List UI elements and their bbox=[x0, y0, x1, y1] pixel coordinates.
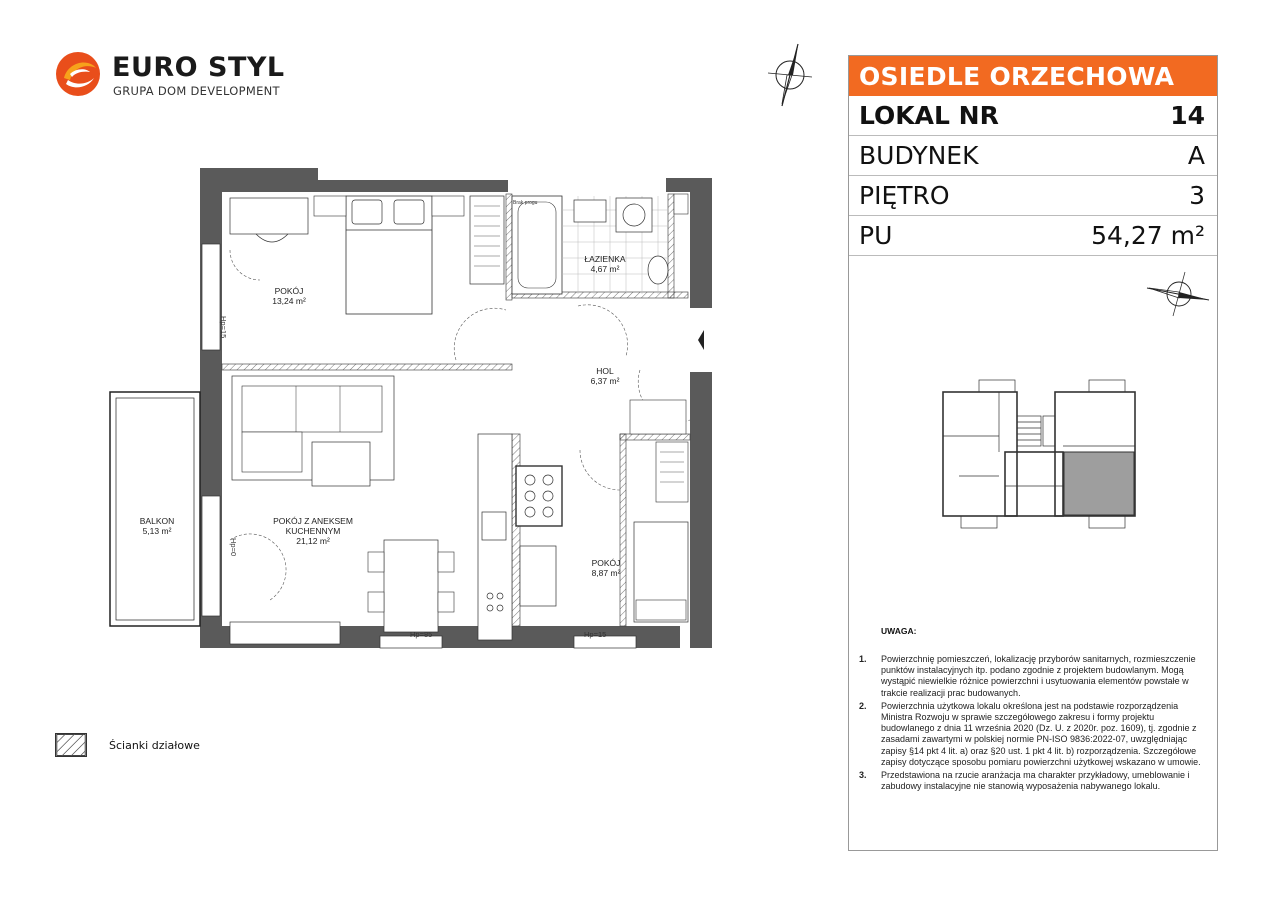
info-row-lokal: LOKAL NR 14 bbox=[849, 96, 1217, 136]
marker-hp15-left: Hp=15 bbox=[219, 316, 228, 339]
marker-hp15-bottom: Hp=15 bbox=[584, 630, 607, 639]
compass-small-icon bbox=[1145, 268, 1211, 323]
notes bbox=[849, 626, 1219, 794]
project-title: OSIEDLE ORZECHOWA bbox=[849, 56, 1217, 96]
room-label-pokoj-small: POKÓJ 8,87 m² bbox=[591, 558, 621, 578]
room-label-salon: POKÓJ Z ANEKSEM KUCHENNYM 21,12 m² bbox=[273, 516, 353, 546]
info-row-pietro: PIĘTRO 3 bbox=[849, 176, 1217, 216]
legend-label: Ścianki działowe bbox=[109, 738, 200, 752]
hatch-swatch-icon bbox=[55, 733, 87, 757]
info-row-pu: PU 54,27 m² bbox=[849, 216, 1217, 256]
info-panel bbox=[848, 55, 1218, 851]
room-label-lazienka: ŁAZIENKA 4,67 m² bbox=[584, 254, 626, 274]
marker-brodzik: Brak progu bbox=[513, 200, 538, 206]
brand-name: EURO STYL bbox=[112, 52, 285, 83]
floor-plan bbox=[100, 160, 720, 705]
brand-logo bbox=[54, 50, 294, 102]
note-item: 3. Przedstawiona na rzucie aranżacja ma charakter przykładowy, umeblowanie i zabudowy instalacyjne nie stanowią wyposażenia nabywanego lokalu. bbox=[859, 770, 1190, 792]
legend bbox=[55, 733, 200, 757]
note-item: 2. Powierzchnia użytkowa lokalu określona jest na podstawie rozporządzenia Ministra Rozwoju w sprawie szczegółowego zakresu i formy projektu budowlanego z dnia 11 września 2020 (Dz. U. z 2020r. poz. 1609), tj. zgodnie z zasadami zawartymi w polskiej normie PN-ISO 9836:2022-07, uwzględniając zapisy §14 pkt 4 lit. a) oraz §20 ust. 1 pkt 4 lit. b) rozporządzenia. Szczegółowe zapisy dotyczące sposobu pomiaru powierzchni użytkowej wskazano w umowie. bbox=[859, 700, 1201, 767]
room-label-pokoj: POKÓJ 13,24 m² bbox=[272, 286, 306, 306]
euro-styl-logo-icon bbox=[54, 50, 104, 100]
room-label-balkon: BALKON 5,13 m² bbox=[139, 516, 175, 536]
room-label-hol: HOL 6,37 m² bbox=[590, 366, 620, 386]
building-key-plan bbox=[939, 376, 1139, 551]
north-arrow-icon bbox=[760, 42, 820, 113]
floor-plan-drawing bbox=[100, 160, 720, 700]
brand-subtitle: GRUPA DOM DEVELOPMENT bbox=[113, 84, 280, 98]
info-row-budynek: BUDYNEK A bbox=[849, 136, 1217, 176]
notes-title: UWAGA: bbox=[881, 626, 917, 636]
marker-hp85: Hp=85 bbox=[410, 630, 433, 639]
note-item: 1. Powierzchnię pomieszczeń, lokalizację przyborów sanitarnych, rozmieszczenie punktów instalacyjnych itp. podano zgodnie z projektem budowlanym. Mogą wystąpić niewielkie różnice powierzchni i usytuowania elementów powstałe w trakcie realizacji prac budowanych. bbox=[859, 654, 1196, 698]
marker-hp0: Hp=0 bbox=[229, 538, 238, 557]
